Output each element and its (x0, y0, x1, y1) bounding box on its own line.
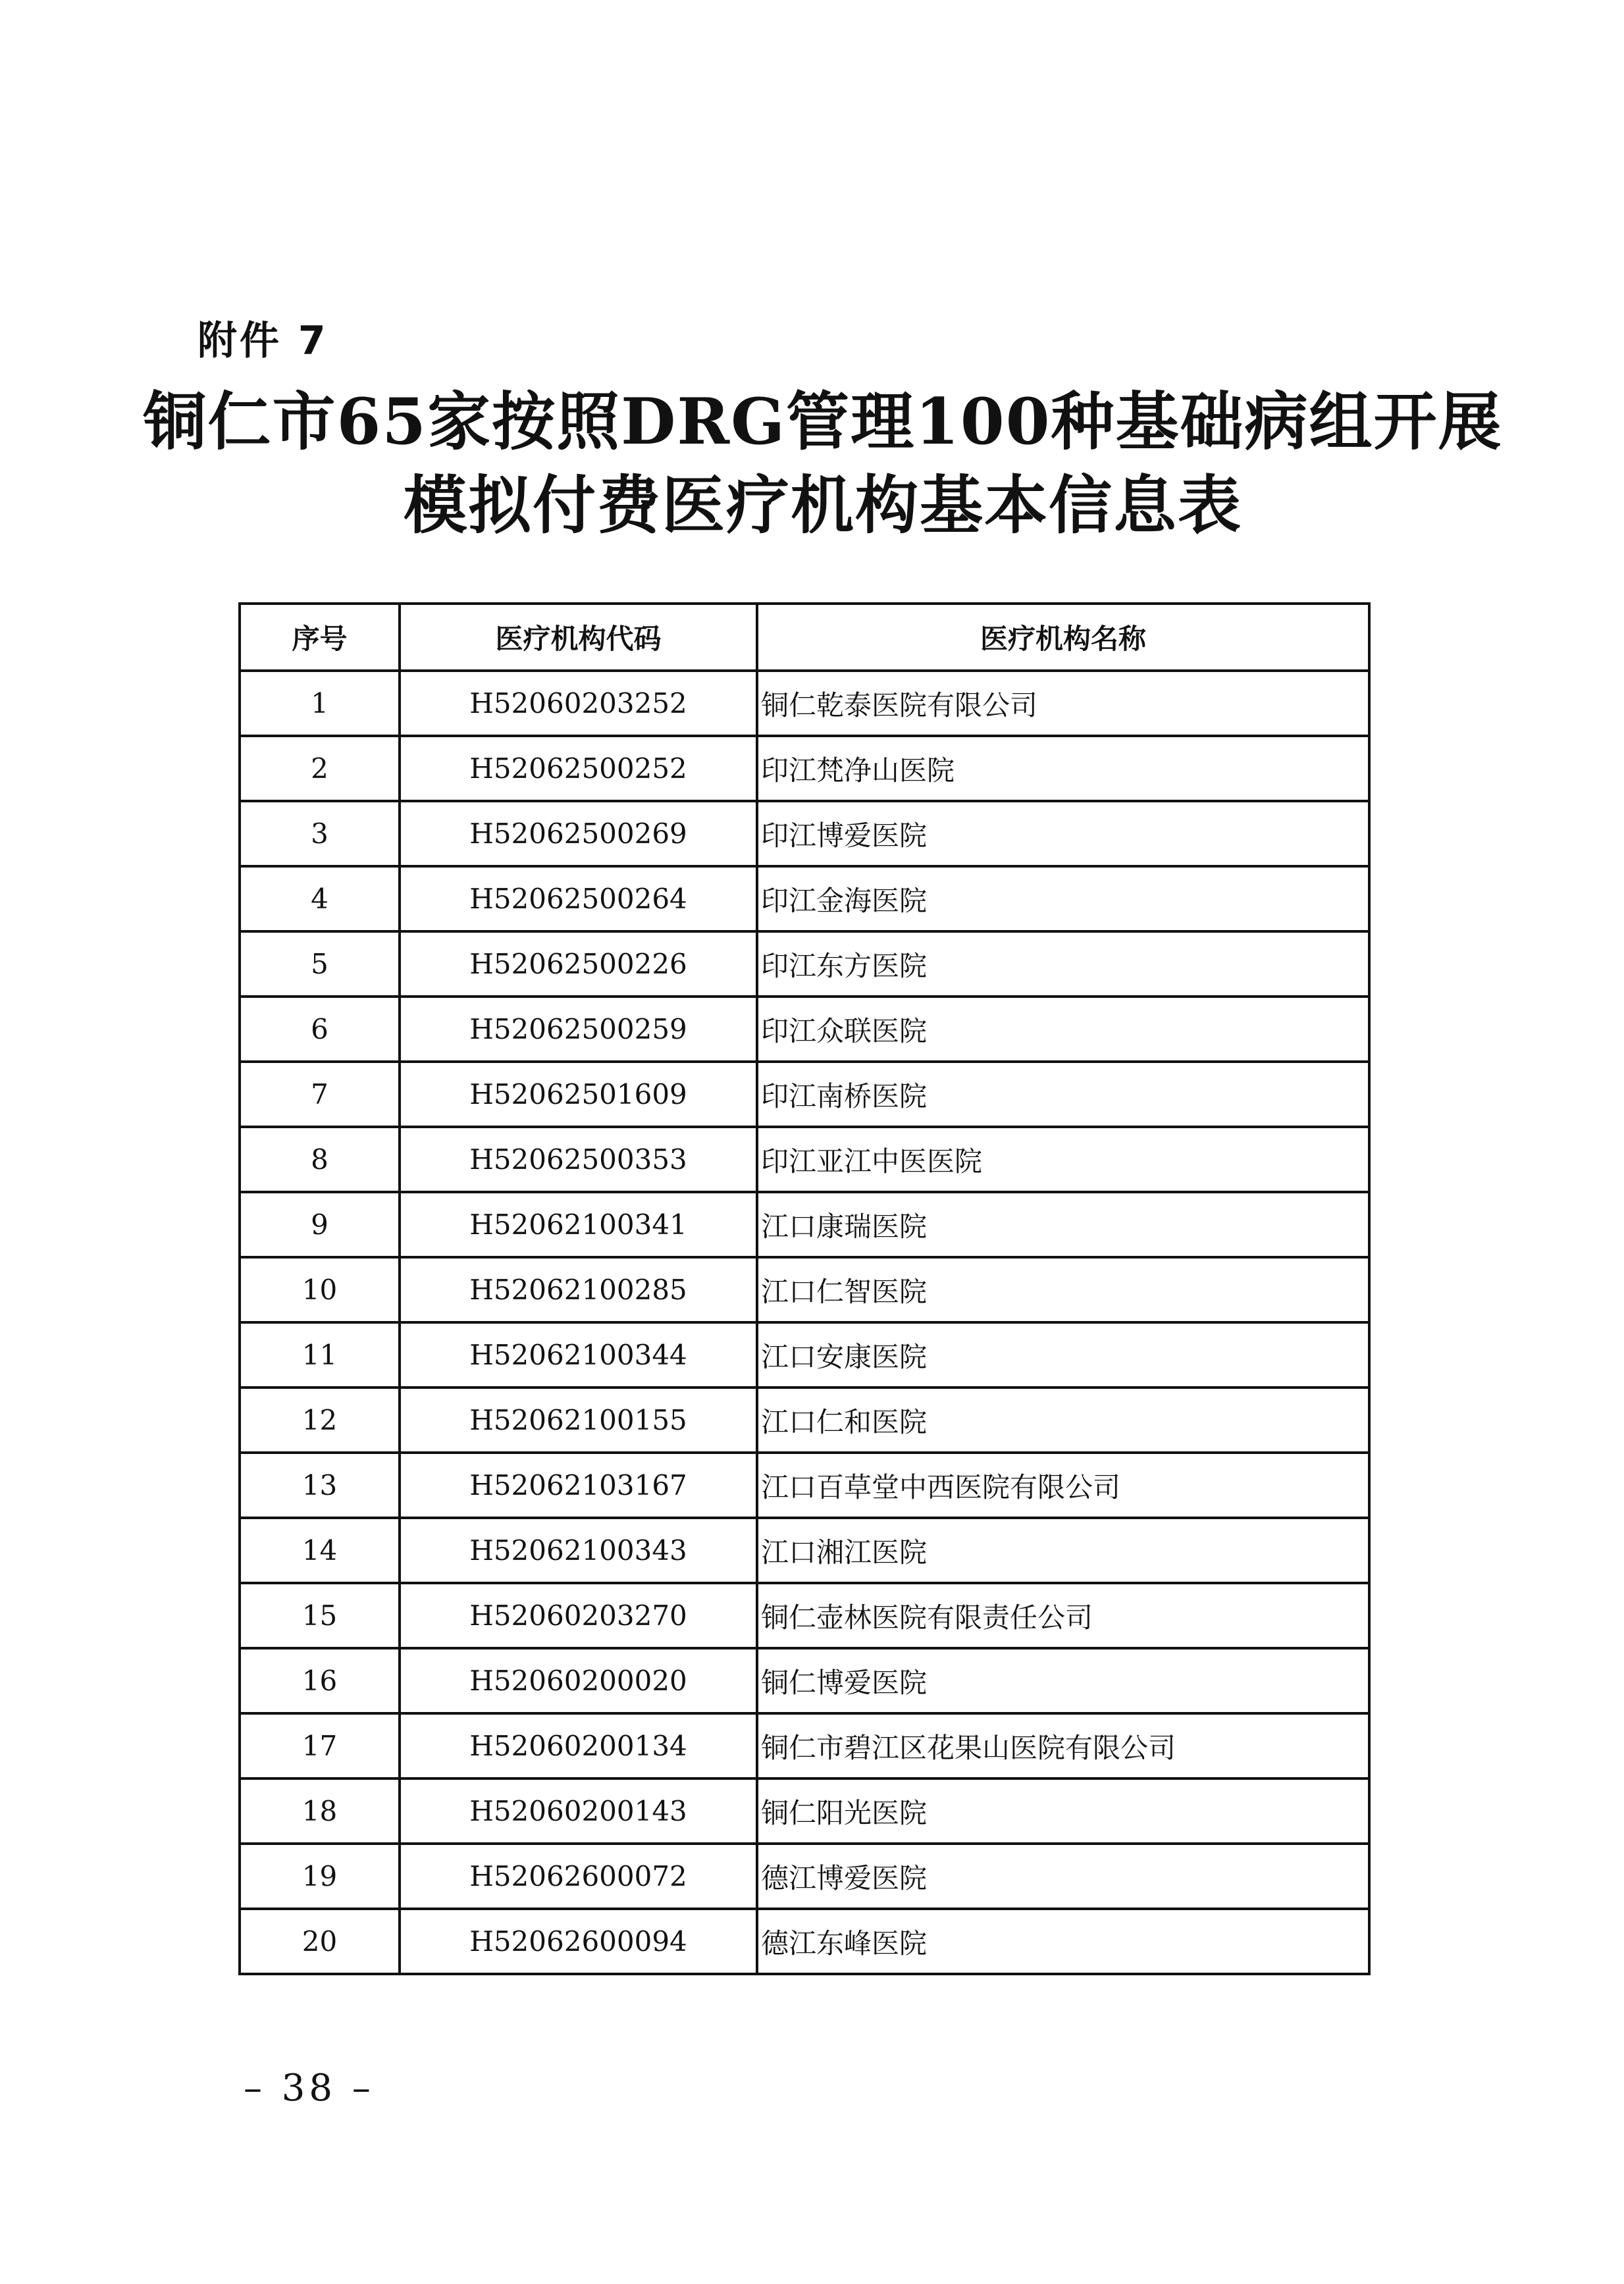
row-name: 印江金海医院 (757, 866, 1369, 931)
table-row (240, 1388, 1369, 1453)
document-title-line-1: 铜仁市65家按照DRG管理100种基础病组开展 (143, 384, 1503, 459)
row-code: H52062600094 (400, 1909, 757, 1974)
row-name: 江口百草堂中西医院有限公司 (757, 1453, 1369, 1518)
row-name: 印江梵净山医院 (757, 736, 1369, 801)
row-seq: 5 (240, 931, 400, 997)
institution-table-container (238, 602, 1368, 1975)
header-seq: 序号 (240, 604, 400, 671)
row-code: H52062103167 (400, 1453, 757, 1518)
row-code: H52062500259 (400, 997, 757, 1062)
header-name: 医疗机构名称 (757, 604, 1369, 671)
row-code: H52062100155 (400, 1388, 757, 1453)
table-row (240, 1192, 1369, 1257)
row-code: H52060200143 (400, 1778, 757, 1844)
row-seq: 4 (240, 866, 400, 931)
row-seq: 14 (240, 1518, 400, 1583)
row-name: 印江东方医院 (757, 931, 1369, 997)
row-name: 铜仁阳光医院 (757, 1778, 1369, 1844)
row-code: H52062500226 (400, 931, 757, 997)
table-row (240, 1713, 1369, 1778)
row-code: H52060203252 (400, 671, 757, 736)
row-seq: 19 (240, 1844, 400, 1909)
table-row (240, 671, 1369, 736)
row-name: 德江东峰医院 (757, 1909, 1369, 1974)
row-seq: 11 (240, 1322, 400, 1388)
row-name: 江口康瑞医院 (757, 1192, 1369, 1257)
row-name: 江口安康医院 (757, 1322, 1369, 1388)
table-row (240, 997, 1369, 1062)
row-code: H52062500269 (400, 801, 757, 866)
table-row (240, 1257, 1369, 1322)
row-name: 江口仁智医院 (757, 1257, 1369, 1322)
table-row (240, 1648, 1369, 1713)
row-name: 铜仁市碧江区花果山医院有限公司 (757, 1713, 1369, 1778)
table-header-row (240, 604, 1369, 671)
table-row (240, 1322, 1369, 1388)
row-name: 印江南桥医院 (757, 1062, 1369, 1127)
row-code: H52062100343 (400, 1518, 757, 1583)
row-seq: 15 (240, 1583, 400, 1648)
table-row (240, 1909, 1369, 1974)
row-code: H52062500264 (400, 866, 757, 931)
row-name: 铜仁乾泰医院有限公司 (757, 671, 1369, 736)
institution-table (238, 602, 1371, 1975)
row-seq: 13 (240, 1453, 400, 1518)
row-seq: 10 (240, 1257, 400, 1322)
row-seq: 2 (240, 736, 400, 801)
row-seq: 6 (240, 997, 400, 1062)
table-row (240, 1453, 1369, 1518)
row-code: H52062100344 (400, 1322, 757, 1388)
table-row (240, 1062, 1369, 1127)
table-row (240, 866, 1369, 931)
row-code: H52062500353 (400, 1127, 757, 1192)
table-row (240, 931, 1369, 997)
row-name: 铜仁壶林医院有限责任公司 (757, 1583, 1369, 1648)
row-code: H52060200134 (400, 1713, 757, 1778)
row-name: 印江众联医院 (757, 997, 1369, 1062)
row-seq: 8 (240, 1127, 400, 1192)
table-row (240, 1778, 1369, 1844)
row-seq: 20 (240, 1909, 400, 1974)
table-row (240, 1127, 1369, 1192)
header-code: 医疗机构代码 (400, 604, 757, 671)
row-name: 印江亚江中医医院 (757, 1127, 1369, 1192)
row-seq: 17 (240, 1713, 400, 1778)
row-code: H52062600072 (400, 1844, 757, 1909)
row-name: 江口湘江医院 (757, 1518, 1369, 1583)
row-code: H52060203270 (400, 1583, 757, 1648)
row-seq: 7 (240, 1062, 400, 1127)
table-row (240, 1583, 1369, 1648)
table-row (240, 1844, 1369, 1909)
table-row (240, 736, 1369, 801)
row-code: H52060200020 (400, 1648, 757, 1713)
row-seq: 9 (240, 1192, 400, 1257)
row-name: 印江博爱医院 (757, 801, 1369, 866)
row-code: H52062500252 (400, 736, 757, 801)
row-name: 江口仁和医院 (757, 1388, 1369, 1453)
document-title-line-2: 模拟付费医疗机构基本信息表 (404, 468, 1242, 542)
row-seq: 12 (240, 1388, 400, 1453)
row-seq: 16 (240, 1648, 400, 1713)
table-row (240, 801, 1369, 866)
row-name: 铜仁博爱医院 (757, 1648, 1369, 1713)
row-code: H52062100341 (400, 1192, 757, 1257)
row-name: 德江博爱医院 (757, 1844, 1369, 1909)
row-seq: 1 (240, 671, 400, 736)
page-number: – 38 – (244, 2067, 375, 2110)
row-code: H52062100285 (400, 1257, 757, 1322)
row-seq: 18 (240, 1778, 400, 1844)
row-seq: 3 (240, 801, 400, 866)
table-row (240, 1518, 1369, 1583)
attachment-label: 附件 7 (197, 318, 328, 364)
row-code: H52062501609 (400, 1062, 757, 1127)
